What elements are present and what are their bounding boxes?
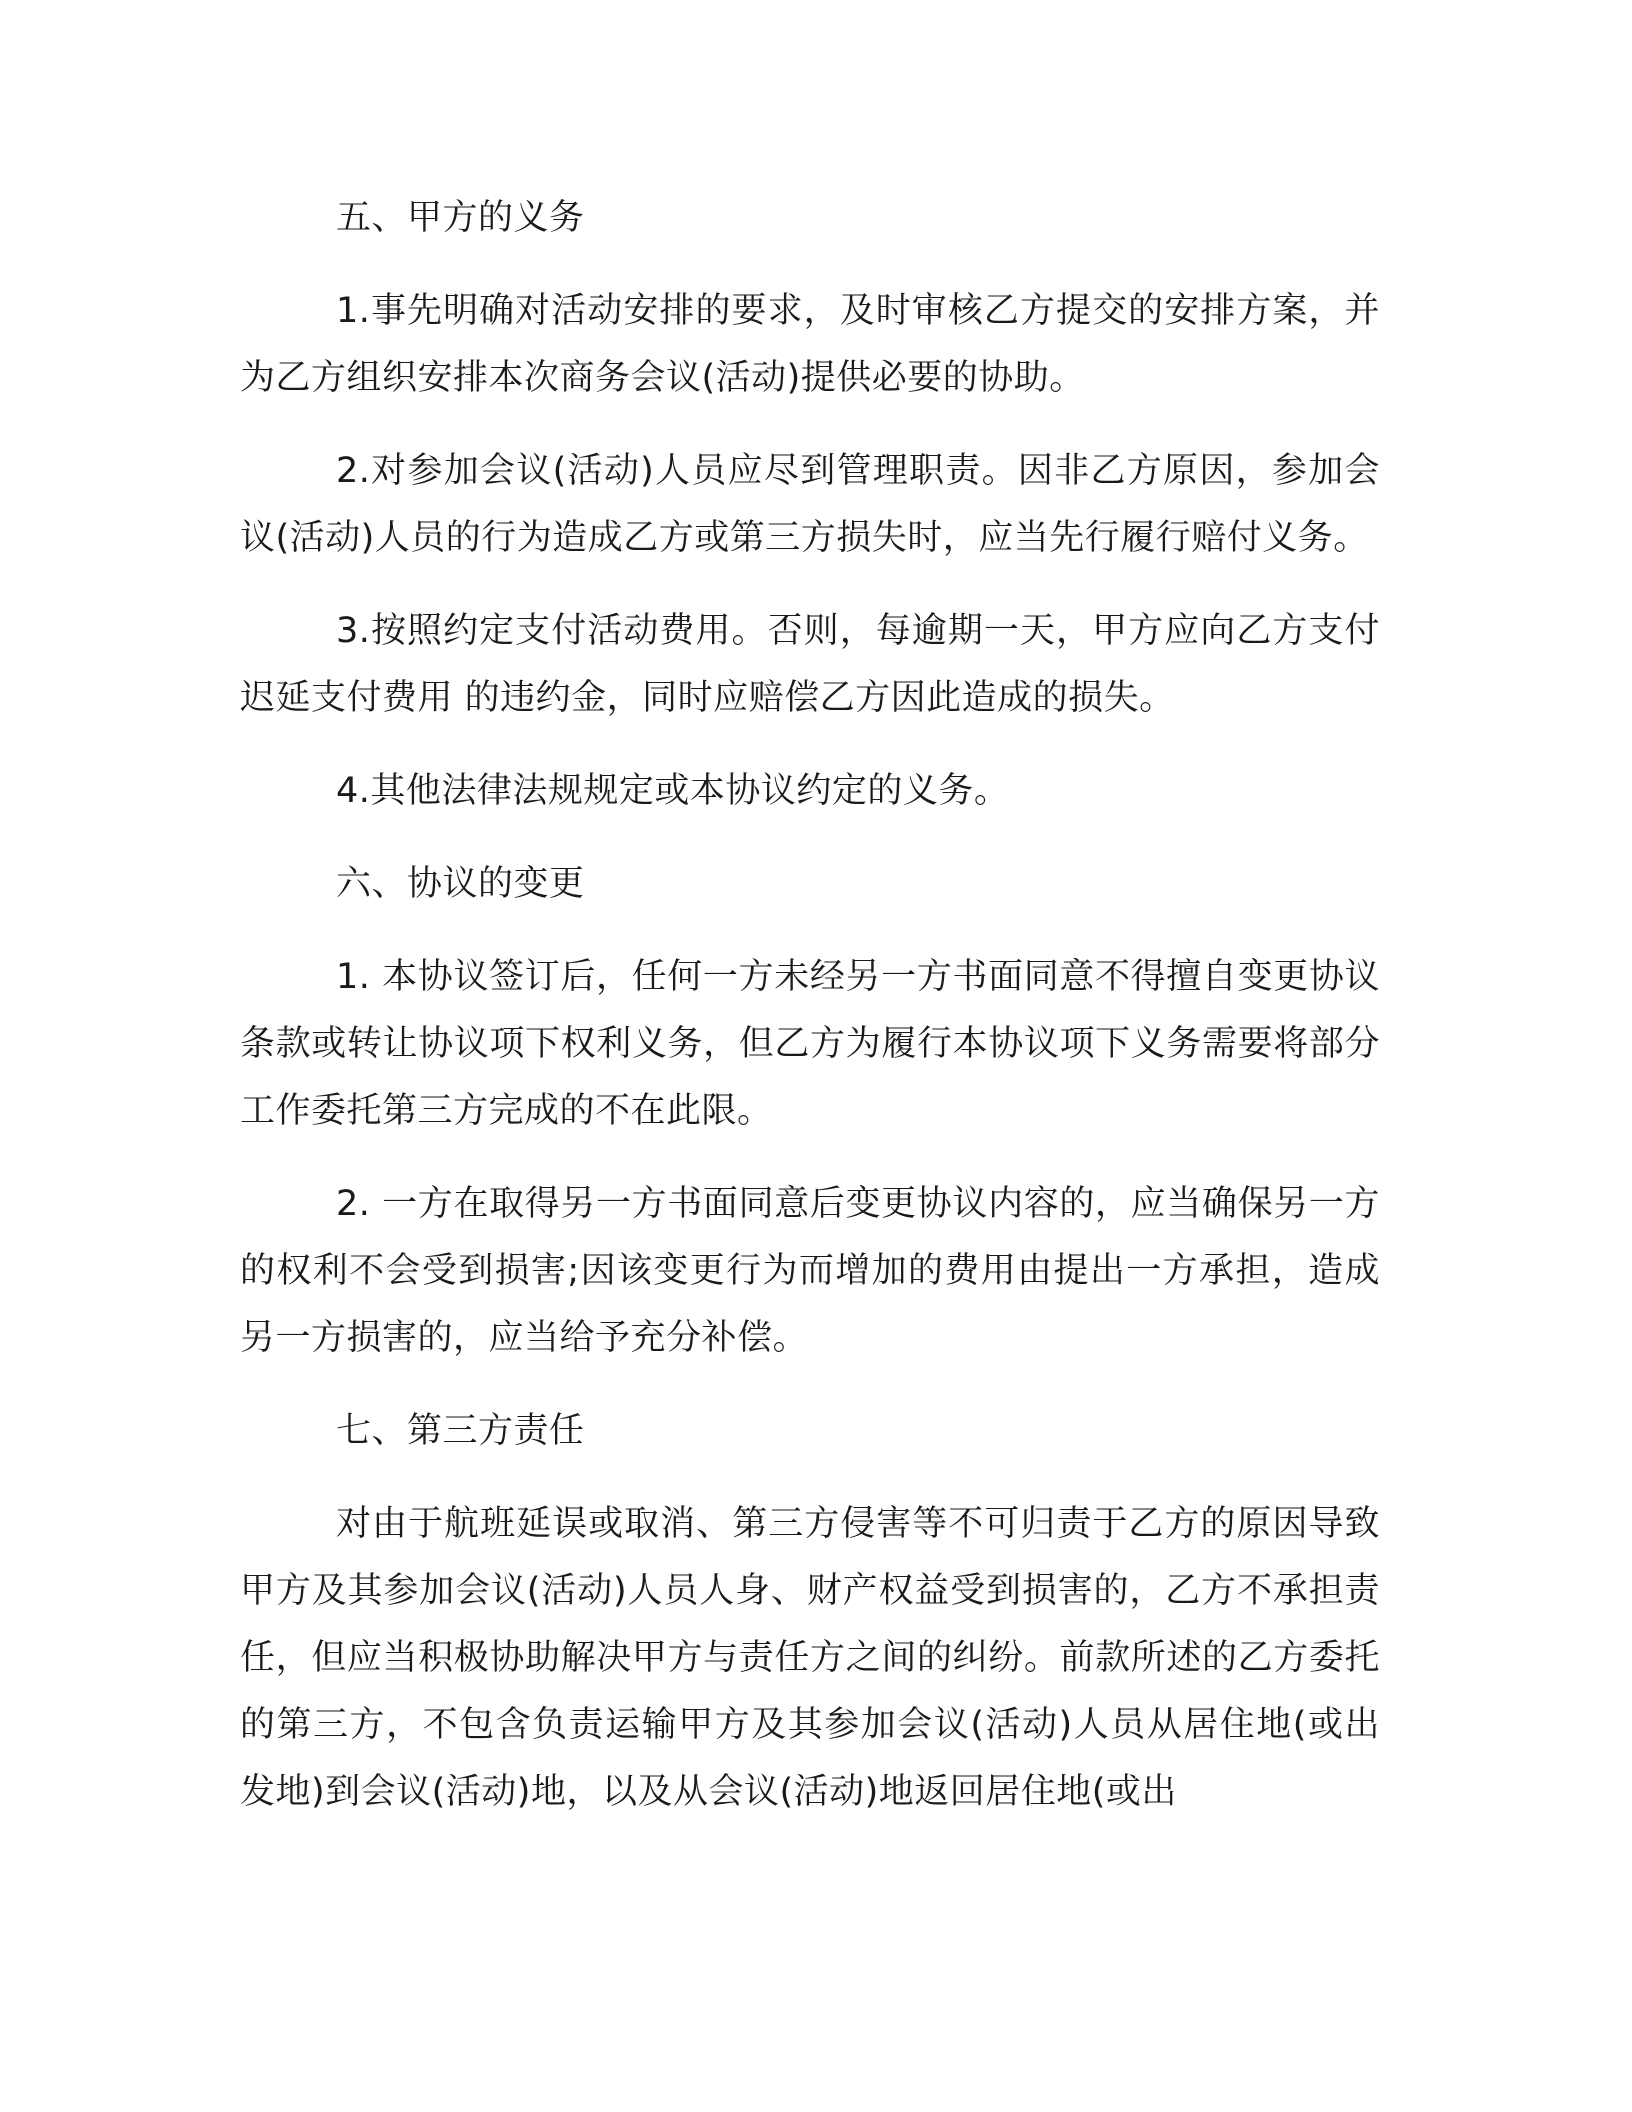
document-body — [240, 185, 1380, 1852]
paragraph-change-1: 1. 本协议签订后，任何一方未经另一方书面同意不得擅自变更协议条款或转让协议项下权利义务，但乙方为履行本协议项下义务需要将部分工作委托第三方完成的不在此限。 — [240, 957, 1380, 1131]
paragraph-obligation-1: 1.事先明确对活动安排的要求，及时审核乙方提交的安排方案，并为乙方组织安排本次商务会议(活动)提供必要的协助。 — [240, 291, 1380, 398]
section-heading-obligations-party-a: 五、甲方的义务 — [336, 198, 585, 238]
section-heading-agreement-change: 六、协议的变更 — [336, 864, 585, 904]
paragraph-change-2: 2. 一方在取得另一方书面同意后变更协议内容的，应当确保另一方的权利不会受到损害;因该变更行为而增加的费用由提出一方承担，造成另一方损害的，应当给予充分补偿。 — [240, 1184, 1380, 1358]
paragraph-obligation-4: 4.其他法律法规规定或本协议约定的义务。 — [336, 771, 1010, 811]
section-heading-third-party-liability: 七、第三方责任 — [336, 1411, 585, 1451]
paragraph-third-party-1: 对由于航班延误或取消、第三方侵害等不可归责于乙方的原因导致甲方及其参加会议(活动)人员人身、财产权益受到损害的，乙方不承担责任，但应当积极协助解决甲方与责任方之间的纠纷。前款所述的乙方委托的第三方，不包含负责运输甲方及其参加会议(活动)人员从居住地(或出发地)到会议(活动)地，以及从会议(活动)地返回居住地(或出 — [240, 1504, 1380, 1812]
paragraph-obligation-3: 3.按照约定支付活动费用。否则，每逾期一天，甲方应向乙方支付迟延支付费用 的违约金，同时应赔偿乙方因此造成的损失。 — [240, 611, 1380, 718]
paragraph-obligation-2: 2.对参加会议(活动)人员应尽到管理职责。因非乙方原因，参加会议(活动)人员的行为造成乙方或第三方损失时，应当先行履行赔付义务。 — [240, 451, 1380, 558]
